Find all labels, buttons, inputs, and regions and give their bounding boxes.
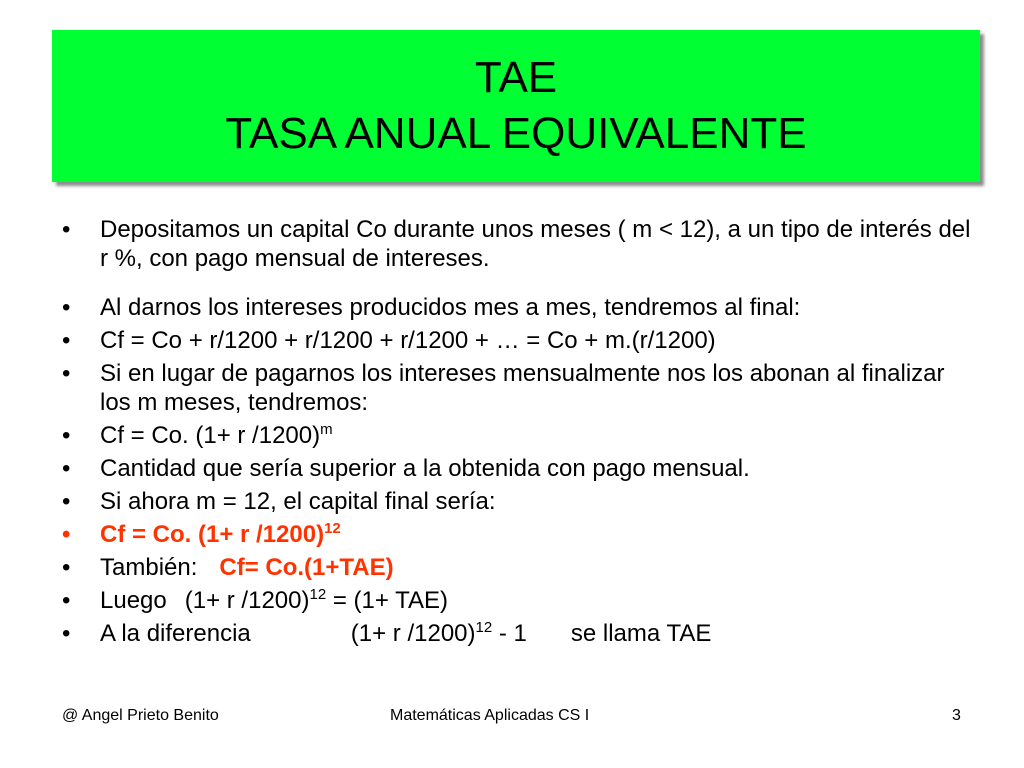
bullet-list [62, 215, 972, 648]
bullet-prefix: A la diferencia [100, 620, 251, 647]
formula-base: Cf = Co. (1+ r /1200) [100, 422, 321, 449]
bullet-prefix: Luego [100, 587, 167, 614]
bullet-text: Si en lugar de pagarnos los intereses mensualmente nos los abonan al finalizar los m meses, tendremos: [100, 360, 945, 416]
formula-suffix: - 1 [492, 620, 527, 647]
bullet-dot: • [62, 488, 71, 515]
title-line-2: TASA ANUAL EQUIVALENTE [225, 109, 807, 158]
bullet-text: Cf = Co + r/1200 + r/1200 + r/1200 + … = Co + m.(r/1200) [100, 327, 716, 354]
footer-course: Matemáticas Aplicadas CS I [390, 707, 590, 724]
bullet-dot: • [62, 294, 71, 321]
bullet-item [62, 421, 972, 450]
formula-base: Cf = Co. (1+ r /1200) [100, 521, 325, 548]
page-number: 3 [952, 707, 961, 724]
formula-exponent: 12 [324, 520, 341, 537]
bullet-text: Depositamos un capital Co durante unos meses ( m < 12), a un tipo de interés del r %, con pago mensual de intereses. [100, 216, 971, 272]
bullet-text: Al darnos los intereses producidos mes a mes, tendremos al final: [100, 294, 801, 321]
bullet-item [62, 487, 972, 516]
bullet-item [62, 326, 972, 355]
bullet-item [62, 553, 972, 582]
title-line-1: TAE [474, 53, 558, 102]
bullet-dot: • [62, 216, 71, 243]
formula-exponent: m [320, 421, 333, 438]
bullet-text: Si ahora m = 12, el capital final sería: [100, 488, 496, 515]
bullet-dot: • [62, 587, 71, 614]
bullet-prefix: También: [100, 554, 198, 581]
bullet-item [62, 293, 972, 322]
bullet-item [62, 215, 972, 273]
formula-suffix: = (1+ TAE) [326, 587, 448, 614]
footer-author: @ Angel Prieto Benito [62, 707, 219, 724]
bullet-dot: • [62, 360, 71, 387]
bullet-dot: • [62, 327, 71, 354]
bullet-dot: • [62, 521, 71, 548]
formula-base: (1+ r /1200) [184, 587, 310, 614]
formula-exponent: 12 [309, 586, 327, 603]
title-banner [52, 30, 980, 182]
bullet-item [62, 454, 972, 483]
bullet-text: Cantidad que sería superior a la obtenida con pago mensual. [100, 455, 750, 482]
tae-formula: Cf= Co.(1+TAE) [219, 554, 394, 581]
bullet-item [62, 586, 972, 615]
bullet-item [62, 359, 972, 417]
bullet-item [62, 619, 972, 648]
bullet-dot: • [62, 554, 71, 581]
formula-exponent: 12 [475, 619, 493, 636]
bullet-dot: • [62, 422, 71, 449]
bullet-tail: se llama TAE [570, 620, 712, 647]
bullet-dot: • [62, 455, 71, 482]
bullet-item-highlight [62, 520, 972, 549]
bullet-dot: • [62, 620, 71, 647]
formula-base: (1+ r /1200) [350, 620, 476, 647]
